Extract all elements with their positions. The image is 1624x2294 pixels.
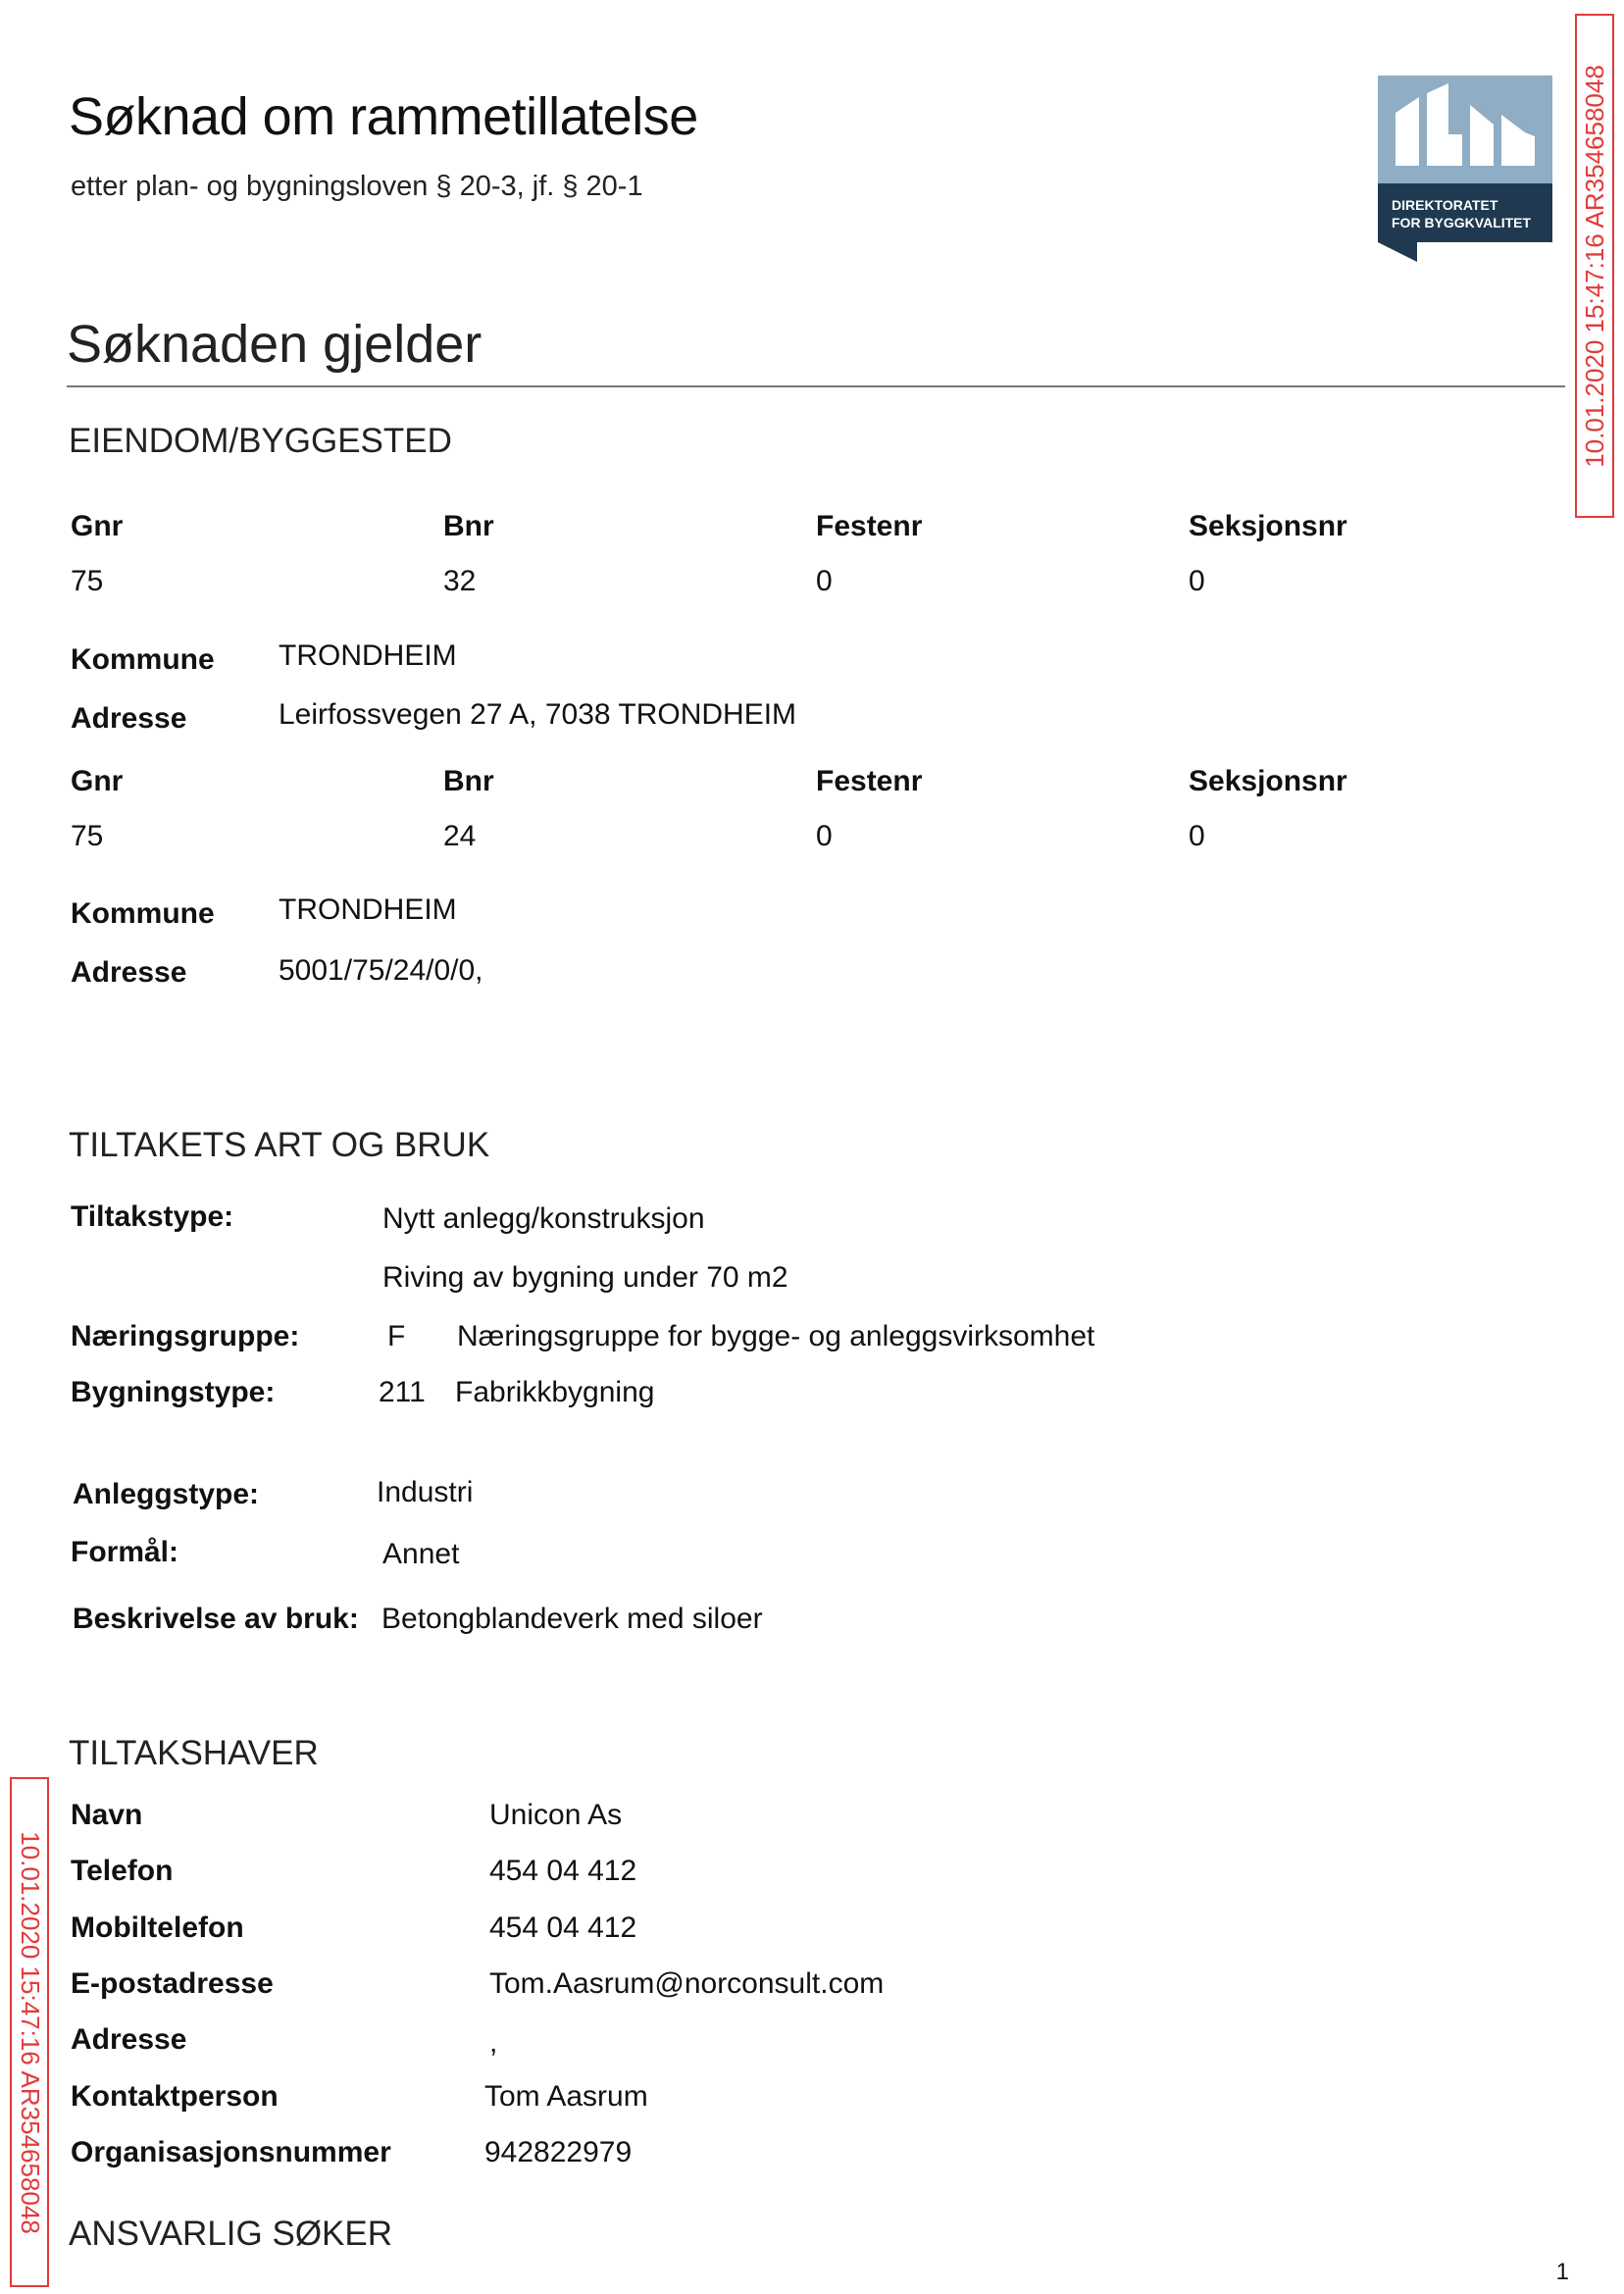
kontaktperson-label: Kontaktperson	[71, 2080, 279, 2113]
bnr-value: 32	[443, 565, 477, 597]
svg-text:FOR BYGGKVALITET: FOR BYGGKVALITET	[1392, 215, 1532, 230]
seksjonsnr-value: 0	[1189, 820, 1205, 852]
mobiltelefon-label: Mobiltelefon	[71, 1912, 244, 1944]
telefon-value: 454 04 412	[489, 1855, 637, 1887]
tiltakstype-value: Nytt anlegg/konstruksjon	[382, 1202, 705, 1235]
mobiltelefon-value: 454 04 412	[489, 1912, 637, 1944]
kontaktperson-value: Tom Aasrum	[484, 2080, 648, 2113]
timestamp-stamp-left: 10.01.2020 15:47:16 AR354658048	[10, 1777, 49, 2287]
eiendom-heading: EIENDOM/BYGGESTED	[69, 422, 452, 460]
tiltakshaver-heading: TILTAKSHAVER	[69, 1734, 319, 1772]
bnr-label: Bnr	[443, 510, 494, 542]
tiltakstype-value: Riving av bygning under 70 m2	[382, 1261, 788, 1294]
kommune-value: TRONDHEIM	[279, 639, 457, 672]
seksjonsnr-label: Seksjonsnr	[1189, 510, 1347, 542]
festenr-value: 0	[816, 565, 833, 597]
bnr-value: 24	[443, 820, 477, 852]
beskrivelse-value: Betongblandeverk med siloer	[381, 1603, 763, 1635]
gnr-label: Gnr	[71, 765, 124, 797]
section-divider	[67, 385, 1565, 387]
formal-label: Formål:	[71, 1536, 179, 1568]
adresse-label: Adresse	[71, 956, 187, 989]
document-subtitle: etter plan- og bygningsloven § 20-3, jf. § 20-1	[71, 171, 643, 202]
dibk-logo	[1378, 76, 1552, 262]
adresse-value: ,	[489, 2026, 498, 2059]
navn-label: Navn	[71, 1799, 143, 1831]
tiltak-heading: TILTAKETS ART OG BRUK	[69, 1126, 490, 1164]
section-title: Søknaden gjelder	[67, 315, 482, 374]
tiltakstype-label: Tiltakstype:	[71, 1200, 234, 1233]
telefon-label: Telefon	[71, 1855, 174, 1887]
navn-value: Unicon As	[489, 1799, 623, 1831]
festenr-label: Festenr	[816, 765, 923, 797]
naeringsgruppe-value: Næringsgruppe for bygge- og anleggsvirksomhet	[457, 1320, 1095, 1352]
bygningstype-value: Fabrikkbygning	[455, 1376, 655, 1408]
kommune-label: Kommune	[71, 643, 215, 676]
gnr-value: 75	[71, 820, 104, 852]
epost-value: Tom.Aasrum@norconsult.com	[489, 1967, 885, 2000]
seksjonsnr-label: Seksjonsnr	[1189, 765, 1347, 797]
festenr-value: 0	[816, 820, 833, 852]
kommune-value: TRONDHEIM	[279, 893, 457, 926]
bnr-label: Bnr	[443, 765, 494, 797]
document-title: Søknad om rammetillatelse	[69, 87, 698, 146]
adresse-value: 5001/75/24/0/0,	[279, 954, 483, 987]
adresse-value: Leirfossvegen 27 A, 7038 TRONDHEIM	[279, 698, 797, 731]
naeringsgruppe-label: Næringsgruppe:	[71, 1320, 300, 1352]
festenr-label: Festenr	[816, 510, 923, 542]
organisasjonsnummer-label: Organisasjonsnummer	[71, 2136, 391, 2168]
seksjonsnr-value: 0	[1189, 565, 1205, 597]
formal-value: Annet	[382, 1538, 460, 1570]
page-number: 1	[1555, 2259, 1569, 2285]
bygningstype-code: 211	[379, 1376, 426, 1408]
organisasjonsnummer-value: 942822979	[484, 2136, 633, 2168]
anleggstype-value: Industri	[377, 1476, 474, 1508]
epost-label: E-postadresse	[71, 1967, 274, 2000]
adresse-label: Adresse	[71, 702, 187, 735]
adresse-label: Adresse	[71, 2023, 187, 2056]
anleggstype-label: Anleggstype:	[73, 1478, 260, 1510]
bygningstype-label: Bygningstype:	[71, 1376, 276, 1408]
ansvarlig-soker-heading: ANSVARLIG SØKER	[69, 2215, 393, 2253]
kommune-label: Kommune	[71, 897, 215, 930]
timestamp-stamp-top: 10.01.2020 15:47:16 AR354658048	[1575, 14, 1614, 518]
gnr-label: Gnr	[71, 510, 124, 542]
beskrivelse-label: Beskrivelse av bruk:	[73, 1603, 359, 1635]
gnr-value: 75	[71, 565, 104, 597]
svg-text:DIREKTORATET: DIREKTORATET	[1392, 197, 1498, 213]
naeringsgruppe-code: F	[387, 1320, 406, 1352]
